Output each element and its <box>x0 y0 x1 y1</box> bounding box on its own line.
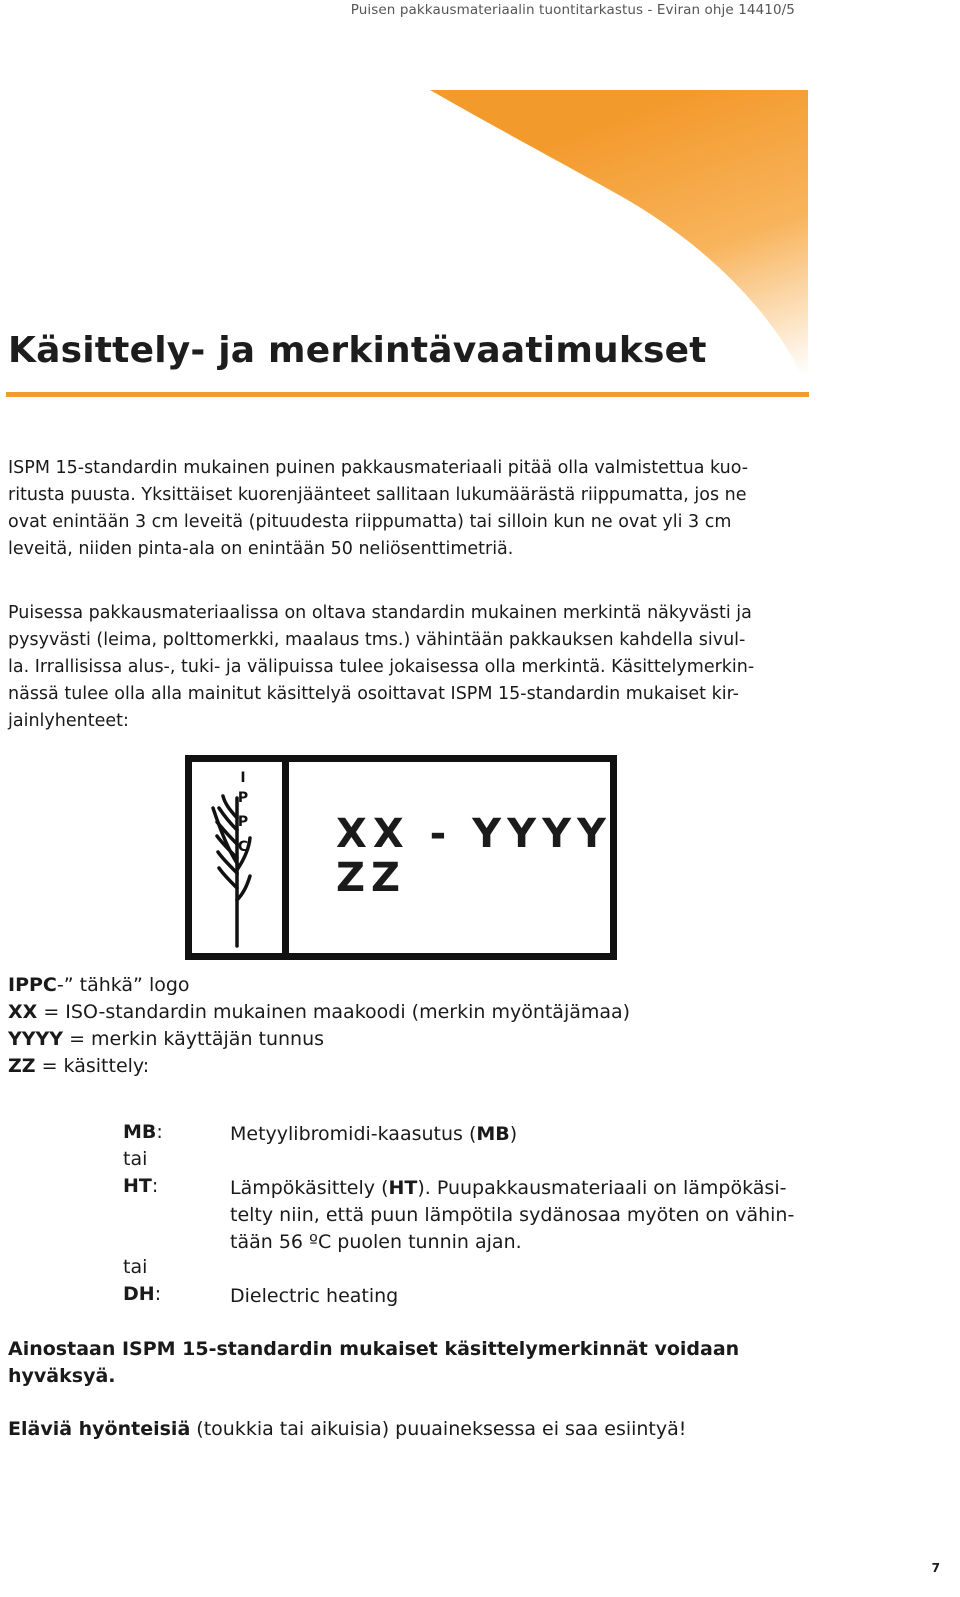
treatment-desc-text: ). Puupakkausmateriaali on lämpökäsi- <box>417 1177 787 1199</box>
definition-text: = ISO-standardin mukainen maakoodi (merkin myöntäjämaa) <box>37 1001 631 1023</box>
ippc-wheat-logo-icon <box>205 768 280 948</box>
treatment-code-mb <box>123 1121 163 1143</box>
treatment-desc-mb <box>230 1121 517 1148</box>
treatment-desc-line: tään 56 ºC puolen tunnin ajan. <box>230 1231 522 1253</box>
paragraph-line: la. Irrallisissa alus-, tuki- ja välipuissa tulee jokaisessa olla merkintä. Käsittelymerkin- <box>8 657 755 677</box>
notice-bold: Eläviä hyönteisiä <box>8 1418 191 1440</box>
running-header: Puisen pakkausmateriaalin tuontitarkastus - Eviran ohje 14410/5 <box>350 2 795 18</box>
paragraph-line: ovat enintään 3 cm leveitä (pituudesta riippumatta) tai silloin kun ne ovat yli 3 cm <box>8 512 732 532</box>
page-number: 7 <box>931 1561 940 1575</box>
title-underline <box>6 392 809 397</box>
ispm-mark-divider <box>282 755 289 960</box>
definition-term: XX <box>8 1001 38 1023</box>
paragraph-line: Puisessa pakkausmateriaalissa on oltava standardin mukainen merkintä näkyvästi ja <box>8 603 752 623</box>
definition-ippc <box>8 972 190 999</box>
paragraph-line: pysyvästi (leima, polttomerkki, maalaus tms.) vähintään pakkauksen kahdella sivul- <box>8 630 746 650</box>
definition-text: -” tähkä” logo <box>56 974 190 996</box>
treatment-code: DH <box>123 1283 155 1305</box>
treatment-colon: : <box>156 1121 163 1143</box>
treatment-desc-line: telty niin, että puun lämpötila sydänosaa myöten on vähin- <box>230 1204 795 1226</box>
paragraph-bark-requirements <box>8 455 808 563</box>
ippc-letter: C <box>237 839 249 855</box>
treatment-or: tai <box>123 1256 148 1278</box>
ippc-letter: P <box>237 814 249 830</box>
treatment-colon: : <box>154 1283 162 1305</box>
treatment-desc-code: MB <box>476 1123 510 1145</box>
mark-code-line2: ZZ <box>336 855 407 901</box>
ippc-letter: P <box>237 790 249 806</box>
notice-live-insects <box>8 1416 686 1443</box>
ippc-letter: I <box>240 770 246 786</box>
notice-text: (toukkia tai aikuisia) puuaineksessa ei saa esiintyä! <box>190 1418 687 1440</box>
paragraph-line: leveitä, niiden pinta-ala on enintään 50 neliösenttimetriä. <box>8 539 514 559</box>
notice-approved-marks <box>8 1336 739 1390</box>
treatment-desc-text: Lämpökäsittely ( <box>230 1177 389 1199</box>
treatment-code: HT <box>123 1175 152 1197</box>
paragraph-line: jainlyhenteet: <box>8 711 129 731</box>
paragraph-line: nässä tulee olla alla mainitut käsittelyä osoittavat ISPM 15-standardin mukaiset kir- <box>8 684 739 704</box>
treatment-code-ht <box>123 1175 158 1197</box>
notice-line: hyväksyä. <box>8 1365 116 1387</box>
mark-code <box>336 812 612 900</box>
treatment-desc-text: Metyylibromidi-kaasutus ( <box>230 1123 477 1145</box>
paragraph-line: ISPM 15-standardin mukainen puinen pakkausmateriaali pitää olla valmistettua kuo- <box>8 458 749 478</box>
definition-text: = käsittely: <box>35 1055 150 1077</box>
page-title: Käsittely- ja merkintävaatimukset <box>8 330 707 371</box>
treatment-desc-text: ) <box>509 1123 518 1145</box>
treatment-or: tai <box>123 1148 148 1170</box>
treatment-desc-line <box>230 1175 794 1202</box>
treatment-code: MB <box>123 1121 157 1143</box>
definition-term: IPPC <box>8 974 57 996</box>
treatment-colon: : <box>151 1175 159 1197</box>
paragraph-marking-requirements <box>8 600 808 735</box>
treatment-desc-code: HT <box>388 1177 418 1199</box>
definition-text: = merkin käyttäjän tunnus <box>63 1028 325 1050</box>
definition-zz <box>8 1053 149 1080</box>
treatment-desc-ht <box>230 1175 794 1256</box>
treatment-desc-dh: Dielectric heating <box>230 1285 399 1307</box>
treatment-code-dh <box>123 1283 161 1305</box>
mark-code-line1: XX - YYYY <box>336 811 612 857</box>
definition-yyyy <box>8 1026 324 1053</box>
definition-xx <box>8 999 630 1026</box>
definition-term: YYYY <box>8 1028 64 1050</box>
paragraph-line: ritusta puusta. Yksittäiset kuorenjäänteet sallitaan lukumäärästä riippumatta, jos ne <box>8 485 747 505</box>
definition-term: ZZ <box>8 1055 36 1077</box>
notice-line: Ainostaan ISPM 15-standardin mukaiset käsittelymerkinnät voidaan <box>8 1338 740 1360</box>
